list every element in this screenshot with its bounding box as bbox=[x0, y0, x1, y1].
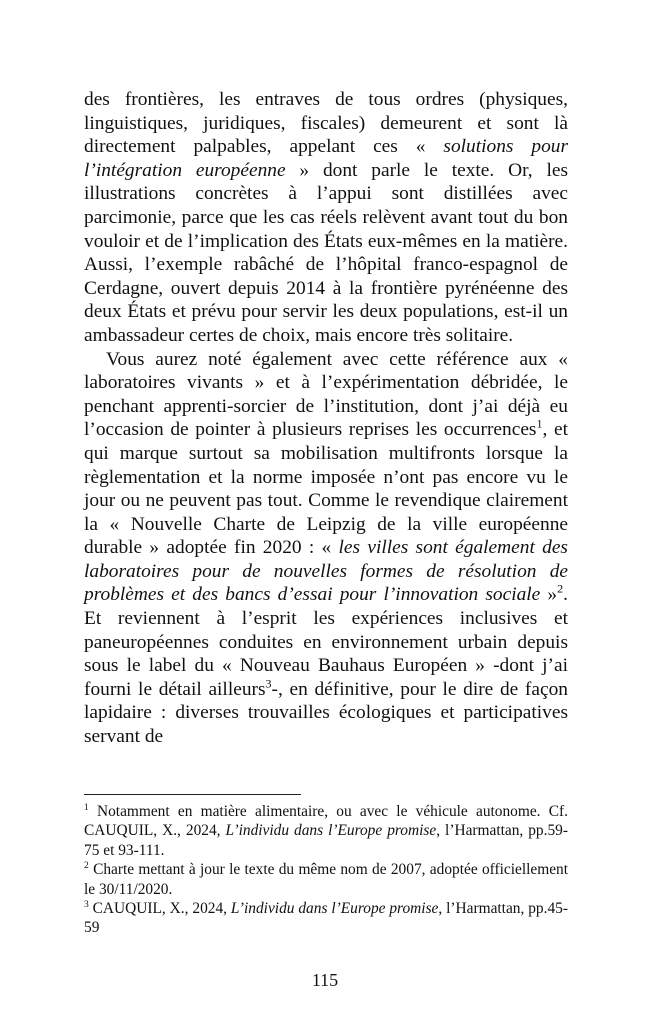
italic-text: L’individu dans l’Europe promise bbox=[225, 822, 437, 840]
text-run: Vous aurez noté également avec cette référence aux « laboratoires vivants » et à l’expérimentation débridée, le penchant apprenti-sorcier de l’institution, dont j’ai déjà eu l’occasion de pointer à plusieurs reprises les occurrences bbox=[84, 348, 568, 441]
footnote-number: 3 bbox=[84, 898, 89, 910]
footnote bbox=[84, 860, 568, 899]
italic-text: L’individu dans l’Europe promise bbox=[230, 900, 439, 918]
text-run: , l’Harmattan, pp.45-59 bbox=[84, 900, 568, 937]
paragraph bbox=[84, 348, 568, 749]
italic-text: les villes sont également des laboratoires pour de nouvelles formes de résolution de problèmes et des bancs d’essai pour l’innovation sociale bbox=[84, 537, 568, 606]
footnote bbox=[84, 802, 568, 860]
text-run: Charte mettant à jour le texte du même nom de 2007, adoptée officiellement le 30/11/2020. bbox=[84, 861, 568, 898]
text-run: . Et reviennent à l’esprit les expériences inclusives et paneuropéennes conduites en environnement urbain depuis sous le label du « Nouveau Bauhaus Européen » -dont j’ai fourni le détail ailleurs bbox=[84, 584, 568, 700]
page-number: 115 bbox=[311, 970, 339, 990]
body-text bbox=[84, 88, 568, 749]
footnote-separator bbox=[84, 794, 301, 795]
text-run: -, en définitive, pour le dire de façon lapidaire : diverses trouvailles écologiques et participatives servant de bbox=[84, 678, 568, 748]
paragraph bbox=[84, 88, 568, 348]
text-run: , et qui marque surtout sa mobilisation multifronts lorsque la règlementation et la norme imposée n’ont pas encore vu le jour ou ne peuvent pas tout. Comme le revendique clairement la « Nouvelle Charte de Leipzig de la ville européenne durable » adoptée fin 2020 : « bbox=[84, 419, 568, 559]
text-run: , l’Harmattan, pp.59-75 et 93-111. bbox=[84, 822, 568, 859]
text-run: » bbox=[540, 584, 558, 606]
footnote-number: 2 bbox=[84, 860, 89, 872]
footnote-reference: 2 bbox=[557, 582, 564, 596]
text-run: CAUQUIL, X., 2024, bbox=[88, 900, 231, 918]
footnotes bbox=[84, 802, 568, 938]
footnote bbox=[84, 899, 568, 938]
text-run: » dont parle le texte. Or, les illustrations concrètes à l’appui sont distillées avec parcimonie, parce que les cas réels relèvent avant tout du bon vouloir et de l’implication des États eux-mêmes en la matière. Aussi, l’exemple rabâché de l’hôpital franco-espagnol de Cerdagne, ouvert depuis 2014 à la frontière pyrénéenne des deux États et prévu pour servir les deux populations, est-il un ambassadeur certes de choix, mais encore très solitaire. bbox=[84, 159, 568, 346]
text-run: Notamment en matière alimentaire, ou avec le véhicule autonome. Cf. CAUQUIL, X., 2024, bbox=[84, 803, 568, 840]
text-run: des frontières, les entraves de tous ordres (physiques, linguistiques, juridiques, fiscales) demeurent et sont là directement palpables, appelant ces « bbox=[84, 89, 568, 158]
footnote-reference: 3 bbox=[265, 676, 272, 691]
footnote-reference: 1 bbox=[536, 416, 543, 431]
italic-text: solutions pour l’intégration européenne bbox=[84, 136, 569, 181]
footnote-number: 1 bbox=[84, 801, 89, 813]
